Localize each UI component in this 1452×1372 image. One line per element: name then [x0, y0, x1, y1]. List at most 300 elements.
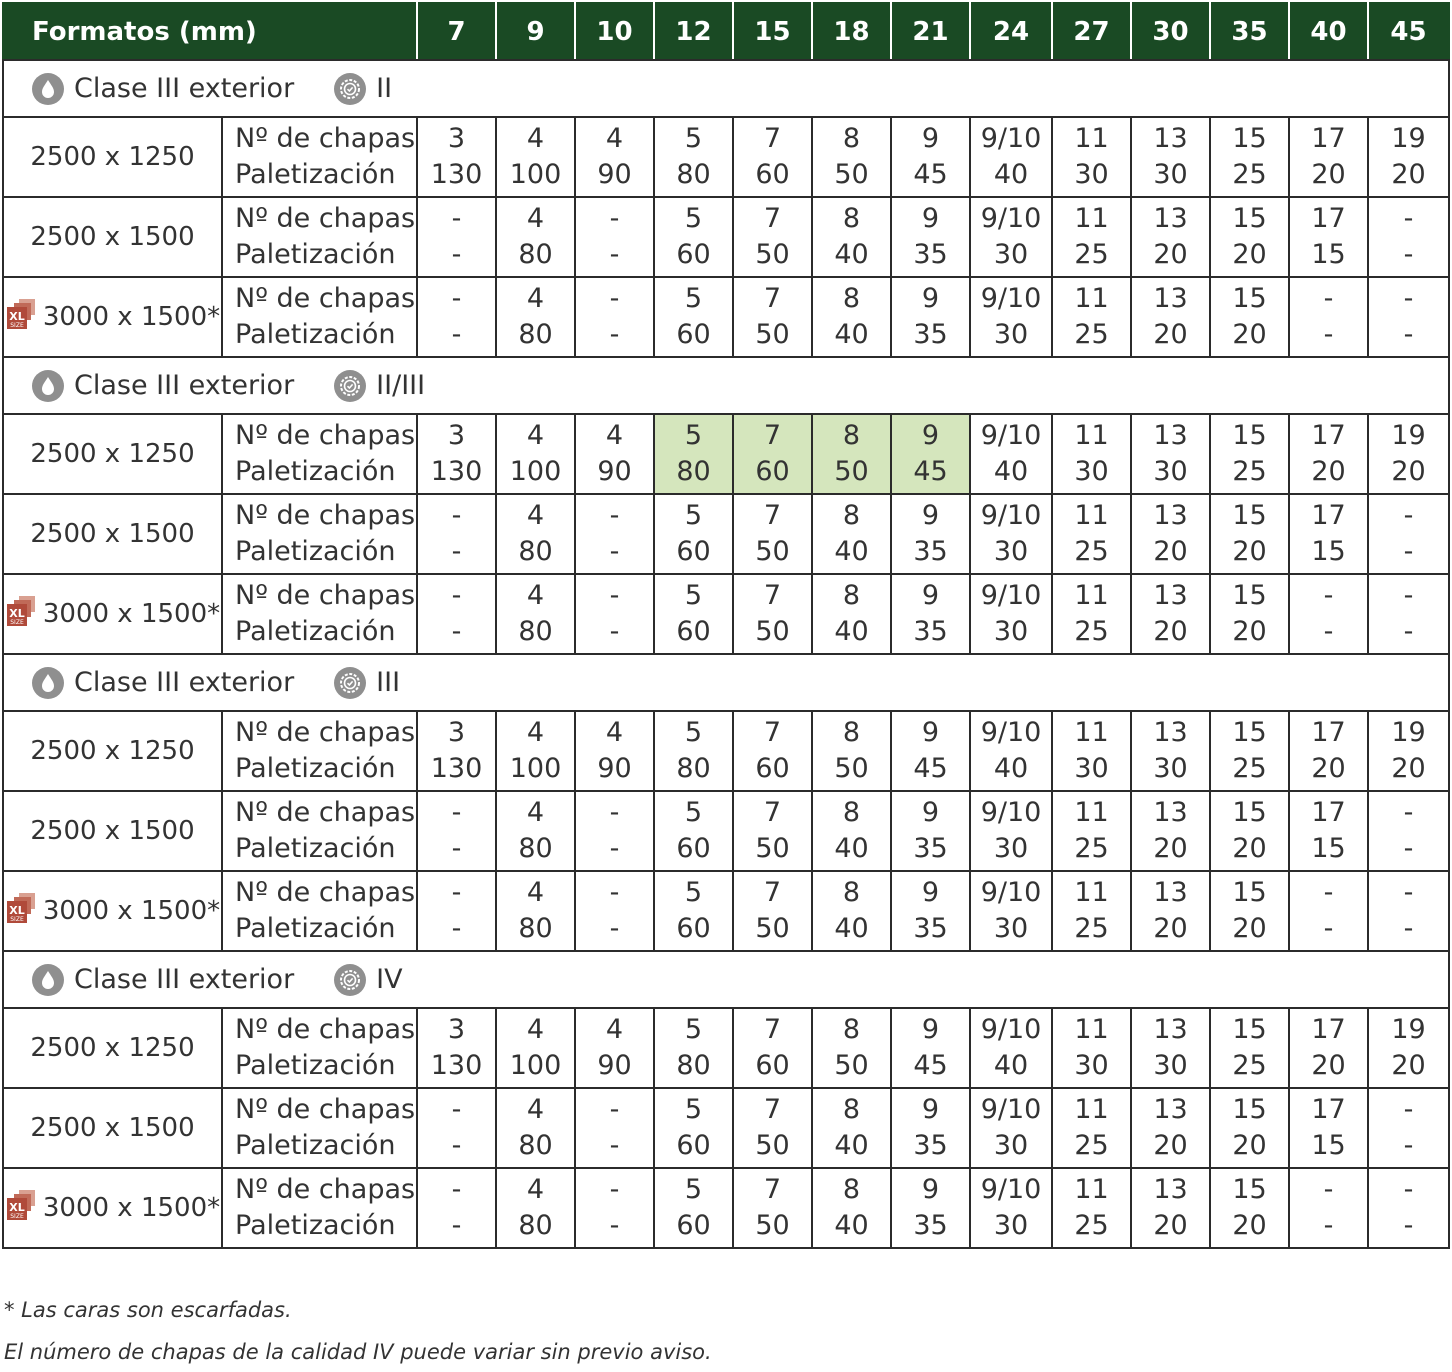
paletizacion-value: 20	[1232, 239, 1267, 270]
paletizacion-value: 40	[834, 913, 869, 944]
value-cell	[891, 1168, 970, 1248]
format-cell	[3, 1088, 222, 1168]
paletizacion-value: 35	[913, 616, 948, 647]
label-chapas: Nº de chapas	[235, 877, 416, 908]
paletizacion-value: 80	[676, 456, 711, 487]
value-cell	[812, 277, 891, 357]
chapas-value: 9/10	[980, 1014, 1042, 1045]
paletizacion-value: -	[451, 319, 462, 350]
chapas-value: -	[1323, 1174, 1334, 1205]
header-thickness: 18	[812, 3, 891, 60]
paletizacion-value: 80	[676, 1050, 711, 1081]
value-cell	[1131, 1168, 1210, 1248]
value-cell	[970, 1088, 1052, 1168]
section-header-row	[3, 951, 1449, 1008]
paletizacion-value: 90	[597, 1050, 632, 1081]
section-header	[3, 951, 1449, 1008]
value-cell	[654, 574, 733, 654]
chapas-value: 9	[921, 877, 940, 908]
value-cell	[1131, 414, 1210, 494]
chapas-value: 17	[1311, 797, 1346, 828]
chapas-value: 15	[1232, 1094, 1267, 1125]
label-paletizacion: Paletización	[235, 159, 396, 190]
row-labels	[222, 1168, 417, 1248]
chapas-value: -	[1323, 283, 1334, 314]
value-cell	[1052, 711, 1131, 791]
value-cell	[575, 574, 654, 654]
paletizacion-value: 20	[1232, 319, 1267, 350]
value-cell	[1131, 871, 1210, 951]
chapas-value: -	[1403, 1174, 1414, 1205]
paletizacion-value: 25	[1074, 239, 1109, 270]
chapas-value: -	[609, 500, 620, 531]
paletizacion-value: 60	[755, 456, 790, 487]
paletizacion-value: 20	[1232, 913, 1267, 944]
paletizacion-value: 25	[1074, 1130, 1109, 1161]
xl-badge-text: XL	[9, 606, 25, 620]
value-cell	[1052, 1088, 1131, 1168]
chapas-value: 5	[684, 203, 703, 234]
value-cell	[812, 791, 891, 871]
value-cell	[575, 277, 654, 357]
paletizacion-value: 40	[834, 833, 869, 864]
chapas-value: 19	[1391, 1014, 1426, 1045]
paletizacion-value: 60	[755, 753, 790, 784]
chapas-value: 19	[1391, 717, 1426, 748]
value-cell	[812, 711, 891, 791]
value-cell	[970, 1168, 1052, 1248]
paletizacion-value: 20	[1153, 1130, 1188, 1161]
paletizacion-value: 40	[993, 753, 1029, 784]
water-drop-icon	[32, 667, 64, 699]
chapas-value: 11	[1074, 580, 1109, 611]
paletizacion-value: 50	[834, 159, 869, 190]
paletizacion-value: -	[1403, 833, 1414, 864]
paletizacion-value: 30	[1074, 159, 1109, 190]
chapas-value: 15	[1232, 797, 1267, 828]
value-cell	[1368, 574, 1449, 654]
xl-size-icon	[5, 891, 39, 932]
value-cell	[970, 494, 1052, 574]
paletizacion-value: -	[609, 913, 620, 944]
paletizacion-value: -	[609, 1210, 620, 1241]
chapas-value: 8	[842, 283, 861, 314]
xl-size-icon	[5, 297, 39, 338]
chapas-value: -	[1403, 203, 1414, 234]
paletizacion-value: -	[451, 913, 462, 944]
value-cell	[575, 494, 654, 574]
header-thickness: 10	[575, 3, 654, 60]
chapas-value: 15	[1232, 203, 1267, 234]
value-cell	[1052, 197, 1131, 277]
paletizacion-value: 80	[518, 319, 553, 350]
section-title: Clase III exterior	[74, 667, 295, 698]
chapas-value: 9	[921, 580, 940, 611]
chapas-value: 9/10	[980, 420, 1042, 451]
chapas-value: 9/10	[980, 500, 1042, 531]
value-cell	[1368, 277, 1449, 357]
paletizacion-value: -	[1403, 1210, 1414, 1241]
chapas-value: 4	[526, 1174, 545, 1205]
value-cell	[891, 791, 970, 871]
chapas-value: 5	[684, 1174, 703, 1205]
paletizacion-value: -	[609, 616, 620, 647]
paletizacion-value: 20	[1232, 833, 1267, 864]
value-cell	[417, 791, 496, 871]
chapas-value: 7	[763, 877, 782, 908]
chapas-value: 3	[447, 1014, 466, 1045]
chapas-value: -	[451, 1094, 462, 1125]
value-cell	[733, 1008, 812, 1088]
value-cell	[970, 574, 1052, 654]
value-cell	[1210, 197, 1289, 277]
chapas-value: 13	[1153, 1014, 1188, 1045]
chapas-value: 4	[526, 580, 545, 611]
value-cell	[1052, 494, 1131, 574]
label-chapas: Nº de chapas	[235, 1174, 416, 1205]
paletizacion-value: 50	[834, 753, 869, 784]
value-cell	[733, 791, 812, 871]
value-cell	[496, 574, 575, 654]
chapas-value: 9/10	[980, 1174, 1042, 1205]
paletizacion-value: 90	[597, 753, 632, 784]
paletizacion-value: 50	[755, 319, 790, 350]
format-label: 2500 x 1250	[30, 439, 195, 469]
chapas-value: 11	[1074, 1094, 1109, 1125]
xl-badge-subtext: SIZE	[10, 1212, 24, 1220]
chapas-value: -	[451, 283, 462, 314]
chapas-value: -	[451, 797, 462, 828]
paletizacion-value: 45	[913, 753, 948, 784]
chapas-value: 8	[842, 123, 861, 154]
chapas-value: -	[451, 500, 462, 531]
chapas-value: 7	[763, 797, 782, 828]
chapas-value: 4	[526, 797, 545, 828]
value-cell	[891, 117, 970, 197]
section-grade: III	[376, 667, 401, 698]
footnote-scarf: * Las caras son escarfadas.	[4, 1298, 292, 1322]
chapas-value: 4	[526, 283, 545, 314]
water-drop-icon	[32, 73, 64, 105]
chapas-value: 9	[921, 283, 940, 314]
value-cell	[1052, 871, 1131, 951]
header-thickness: 35	[1210, 3, 1289, 60]
chapas-value: 15	[1232, 877, 1267, 908]
paletizacion-value: 35	[913, 833, 948, 864]
row-labels	[222, 871, 417, 951]
value-cell	[417, 277, 496, 357]
value-cell	[1131, 711, 1210, 791]
value-cell	[733, 574, 812, 654]
quality-check-icon	[334, 964, 366, 996]
paletizacion-value: -	[609, 536, 620, 567]
paletizacion-value: -	[1403, 913, 1414, 944]
chapas-value: 13	[1153, 717, 1188, 748]
row-labels	[222, 711, 417, 791]
value-cell	[417, 1088, 496, 1168]
format-label: 2500 x 1500	[30, 519, 195, 549]
value-cell	[654, 414, 733, 494]
value-cell	[1289, 1008, 1368, 1088]
paletizacion-value: 30	[993, 1210, 1029, 1241]
chapas-value: 9	[921, 1094, 940, 1125]
paletizacion-value: -	[1403, 239, 1414, 270]
chapas-value: -	[1403, 797, 1414, 828]
chapas-value: 7	[763, 500, 782, 531]
value-cell	[417, 414, 496, 494]
paletizacion-value: 80	[518, 536, 553, 567]
label-paletizacion: Paletización	[235, 753, 396, 784]
format-cell	[3, 117, 222, 197]
paletizacion-value: 35	[913, 239, 948, 270]
chapas-value: 11	[1074, 123, 1109, 154]
label-chapas: Nº de chapas	[235, 500, 416, 531]
value-cell	[1368, 1008, 1449, 1088]
table-row	[3, 197, 1449, 277]
paletizacion-value: 20	[1153, 536, 1188, 567]
chapas-value: 11	[1074, 1014, 1109, 1045]
format-cell	[3, 197, 222, 277]
section-header-row	[3, 654, 1449, 711]
paletizacion-value: 20	[1153, 1210, 1188, 1241]
chapas-value: 4	[526, 500, 545, 531]
paletizacion-value: 60	[676, 913, 711, 944]
chapas-value: 13	[1153, 420, 1188, 451]
paletizacion-value: 30	[993, 913, 1029, 944]
chapas-value: 9/10	[980, 283, 1042, 314]
label-chapas: Nº de chapas	[235, 203, 416, 234]
chapas-value: 11	[1074, 797, 1109, 828]
header-thickness: 21	[891, 3, 970, 60]
paletizacion-value: 80	[518, 616, 553, 647]
table-row	[3, 871, 1449, 951]
paletizacion-value: 80	[676, 159, 711, 190]
chapas-value: 4	[526, 420, 545, 451]
paletizacion-value: 40	[834, 239, 869, 270]
format-label: 2500 x 1250	[30, 736, 195, 766]
chapas-value: 11	[1074, 283, 1109, 314]
header-title: Formatos (mm)	[3, 3, 417, 60]
value-cell	[575, 1088, 654, 1168]
value-cell	[575, 117, 654, 197]
paletizacion-value: 20	[1232, 536, 1267, 567]
label-chapas: Nº de chapas	[235, 1094, 416, 1125]
value-cell	[812, 1168, 891, 1248]
value-cell	[496, 277, 575, 357]
chapas-value: 5	[684, 500, 703, 531]
value-cell	[1131, 494, 1210, 574]
paletizacion-value: 40	[834, 536, 869, 567]
chapas-value: 17	[1311, 203, 1346, 234]
paletizacion-value: 80	[676, 753, 711, 784]
paletizacion-value: 25	[1232, 456, 1267, 487]
header-thickness: 9	[496, 3, 575, 60]
chapas-value: 9	[921, 717, 940, 748]
format-label: 2500 x 1500	[30, 816, 195, 846]
value-cell	[654, 1168, 733, 1248]
value-cell	[812, 1008, 891, 1088]
chapas-value: 7	[763, 203, 782, 234]
section-header	[3, 60, 1449, 117]
section-grade: II	[376, 73, 393, 104]
value-cell	[654, 117, 733, 197]
value-cell	[1368, 414, 1449, 494]
chapas-value: 17	[1311, 1094, 1346, 1125]
paletizacion-value: 20	[1311, 1050, 1346, 1081]
chapas-value: 4	[526, 123, 545, 154]
paletizacion-value: 15	[1311, 239, 1346, 270]
value-cell	[1289, 1088, 1368, 1168]
value-cell	[1052, 1008, 1131, 1088]
xl-badge-text: XL	[9, 1200, 25, 1214]
xl-badge-subtext: SIZE	[10, 915, 24, 923]
chapas-value: 9	[921, 420, 940, 451]
chapas-value: 11	[1074, 877, 1109, 908]
paletizacion-value: 35	[913, 536, 948, 567]
chapas-value: 5	[684, 580, 703, 611]
paletizacion-value: 20	[1391, 753, 1426, 784]
value-cell	[417, 494, 496, 574]
paletizacion-value: 40	[834, 319, 869, 350]
table-row	[3, 117, 1449, 197]
chapas-value: 4	[526, 717, 545, 748]
value-cell	[1131, 1088, 1210, 1168]
row-labels	[222, 574, 417, 654]
row-labels	[222, 414, 417, 494]
value-cell	[1210, 1168, 1289, 1248]
paletizacion-value: -	[609, 1130, 620, 1161]
chapas-value: 8	[842, 1014, 861, 1045]
chapas-value: 9/10	[980, 1094, 1042, 1125]
chapas-value: 13	[1153, 123, 1188, 154]
paletizacion-value: 35	[913, 1210, 948, 1241]
chapas-value: 15	[1232, 123, 1267, 154]
table-row	[3, 574, 1449, 654]
label-paletizacion: Paletización	[235, 913, 396, 944]
value-cell	[417, 197, 496, 277]
chapas-value: 9/10	[980, 123, 1042, 154]
chapas-value: 7	[763, 717, 782, 748]
format-cell	[3, 574, 222, 654]
value-cell	[891, 414, 970, 494]
value-cell	[733, 117, 812, 197]
chapas-value: 4	[526, 1094, 545, 1125]
paletizacion-value: -	[451, 1210, 462, 1241]
paletizacion-value: 30	[1153, 1050, 1188, 1081]
label-chapas: Nº de chapas	[235, 717, 416, 748]
chapas-value: 13	[1153, 203, 1188, 234]
format-cell	[3, 711, 222, 791]
chapas-value: 9	[921, 1014, 940, 1045]
chapas-value: 8	[842, 1174, 861, 1205]
value-cell	[891, 1088, 970, 1168]
value-cell	[1289, 871, 1368, 951]
format-label: 3000 x 1500*	[42, 301, 221, 332]
paletizacion-value: -	[609, 319, 620, 350]
row-labels	[222, 1088, 417, 1168]
label-paletizacion: Paletización	[235, 616, 396, 647]
value-cell	[1210, 791, 1289, 871]
label-paletizacion: Paletización	[235, 1050, 396, 1081]
value-cell	[812, 871, 891, 951]
xl-badge-subtext: SIZE	[10, 618, 24, 626]
chapas-value: 17	[1311, 1014, 1346, 1045]
value-cell	[812, 414, 891, 494]
chapas-value: 8	[842, 717, 861, 748]
xl-badge-text: XL	[9, 903, 25, 917]
paletizacion-value: 20	[1153, 239, 1188, 270]
section-grade: IV	[376, 964, 403, 995]
value-cell	[733, 494, 812, 574]
label-chapas: Nº de chapas	[235, 1014, 416, 1045]
paletizacion-value: 40	[993, 456, 1029, 487]
value-cell	[417, 1168, 496, 1248]
paletizacion-value: 30	[993, 1130, 1029, 1161]
value-cell	[1210, 711, 1289, 791]
section-title: Clase III exterior	[74, 370, 295, 401]
value-cell	[1052, 277, 1131, 357]
chapas-value: -	[451, 1174, 462, 1205]
chapas-value: 8	[842, 580, 861, 611]
paletizacion-value: 60	[755, 159, 790, 190]
xl-badge-text: XL	[9, 309, 25, 323]
chapas-value: 13	[1153, 877, 1188, 908]
format-cell	[3, 871, 222, 951]
chapas-value: 4	[526, 877, 545, 908]
format-cell	[3, 1168, 222, 1248]
paletizacion-value: 80	[518, 1130, 553, 1161]
chapas-value: 5	[684, 877, 703, 908]
xl-size-icon	[5, 594, 39, 635]
paletizacion-value: -	[451, 536, 462, 567]
table-row	[3, 494, 1449, 574]
format-label: 2500 x 1500	[30, 1113, 195, 1143]
header-thickness: 27	[1052, 3, 1131, 60]
water-drop-icon	[32, 370, 64, 402]
value-cell	[1210, 1008, 1289, 1088]
chapas-value: -	[1403, 500, 1414, 531]
value-cell	[496, 414, 575, 494]
paletizacion-value: 25	[1232, 159, 1267, 190]
header-thickness: 24	[970, 3, 1052, 60]
row-labels	[222, 117, 417, 197]
value-cell	[417, 711, 496, 791]
value-cell	[417, 1008, 496, 1088]
chapas-value: -	[451, 203, 462, 234]
paletizacion-value: 60	[676, 1210, 711, 1241]
paletizacion-value: 20	[1391, 456, 1426, 487]
paletizacion-value: 30	[993, 319, 1029, 350]
label-paletizacion: Paletización	[235, 1130, 396, 1161]
paletizacion-value: 80	[518, 833, 553, 864]
table-row	[3, 1168, 1449, 1248]
chapas-value: 13	[1153, 1174, 1188, 1205]
chapas-value: 4	[526, 1014, 545, 1045]
value-cell	[654, 494, 733, 574]
paletizacion-value: -	[451, 616, 462, 647]
chapas-value: 5	[684, 797, 703, 828]
value-cell	[496, 711, 575, 791]
label-chapas: Nº de chapas	[235, 420, 416, 451]
value-cell	[733, 414, 812, 494]
chapas-value: 5	[684, 420, 703, 451]
value-cell	[1131, 791, 1210, 871]
header-thickness: 30	[1131, 3, 1210, 60]
table-row	[3, 277, 1449, 357]
chapas-value: 5	[684, 1094, 703, 1125]
value-cell	[1131, 117, 1210, 197]
value-cell	[812, 1088, 891, 1168]
